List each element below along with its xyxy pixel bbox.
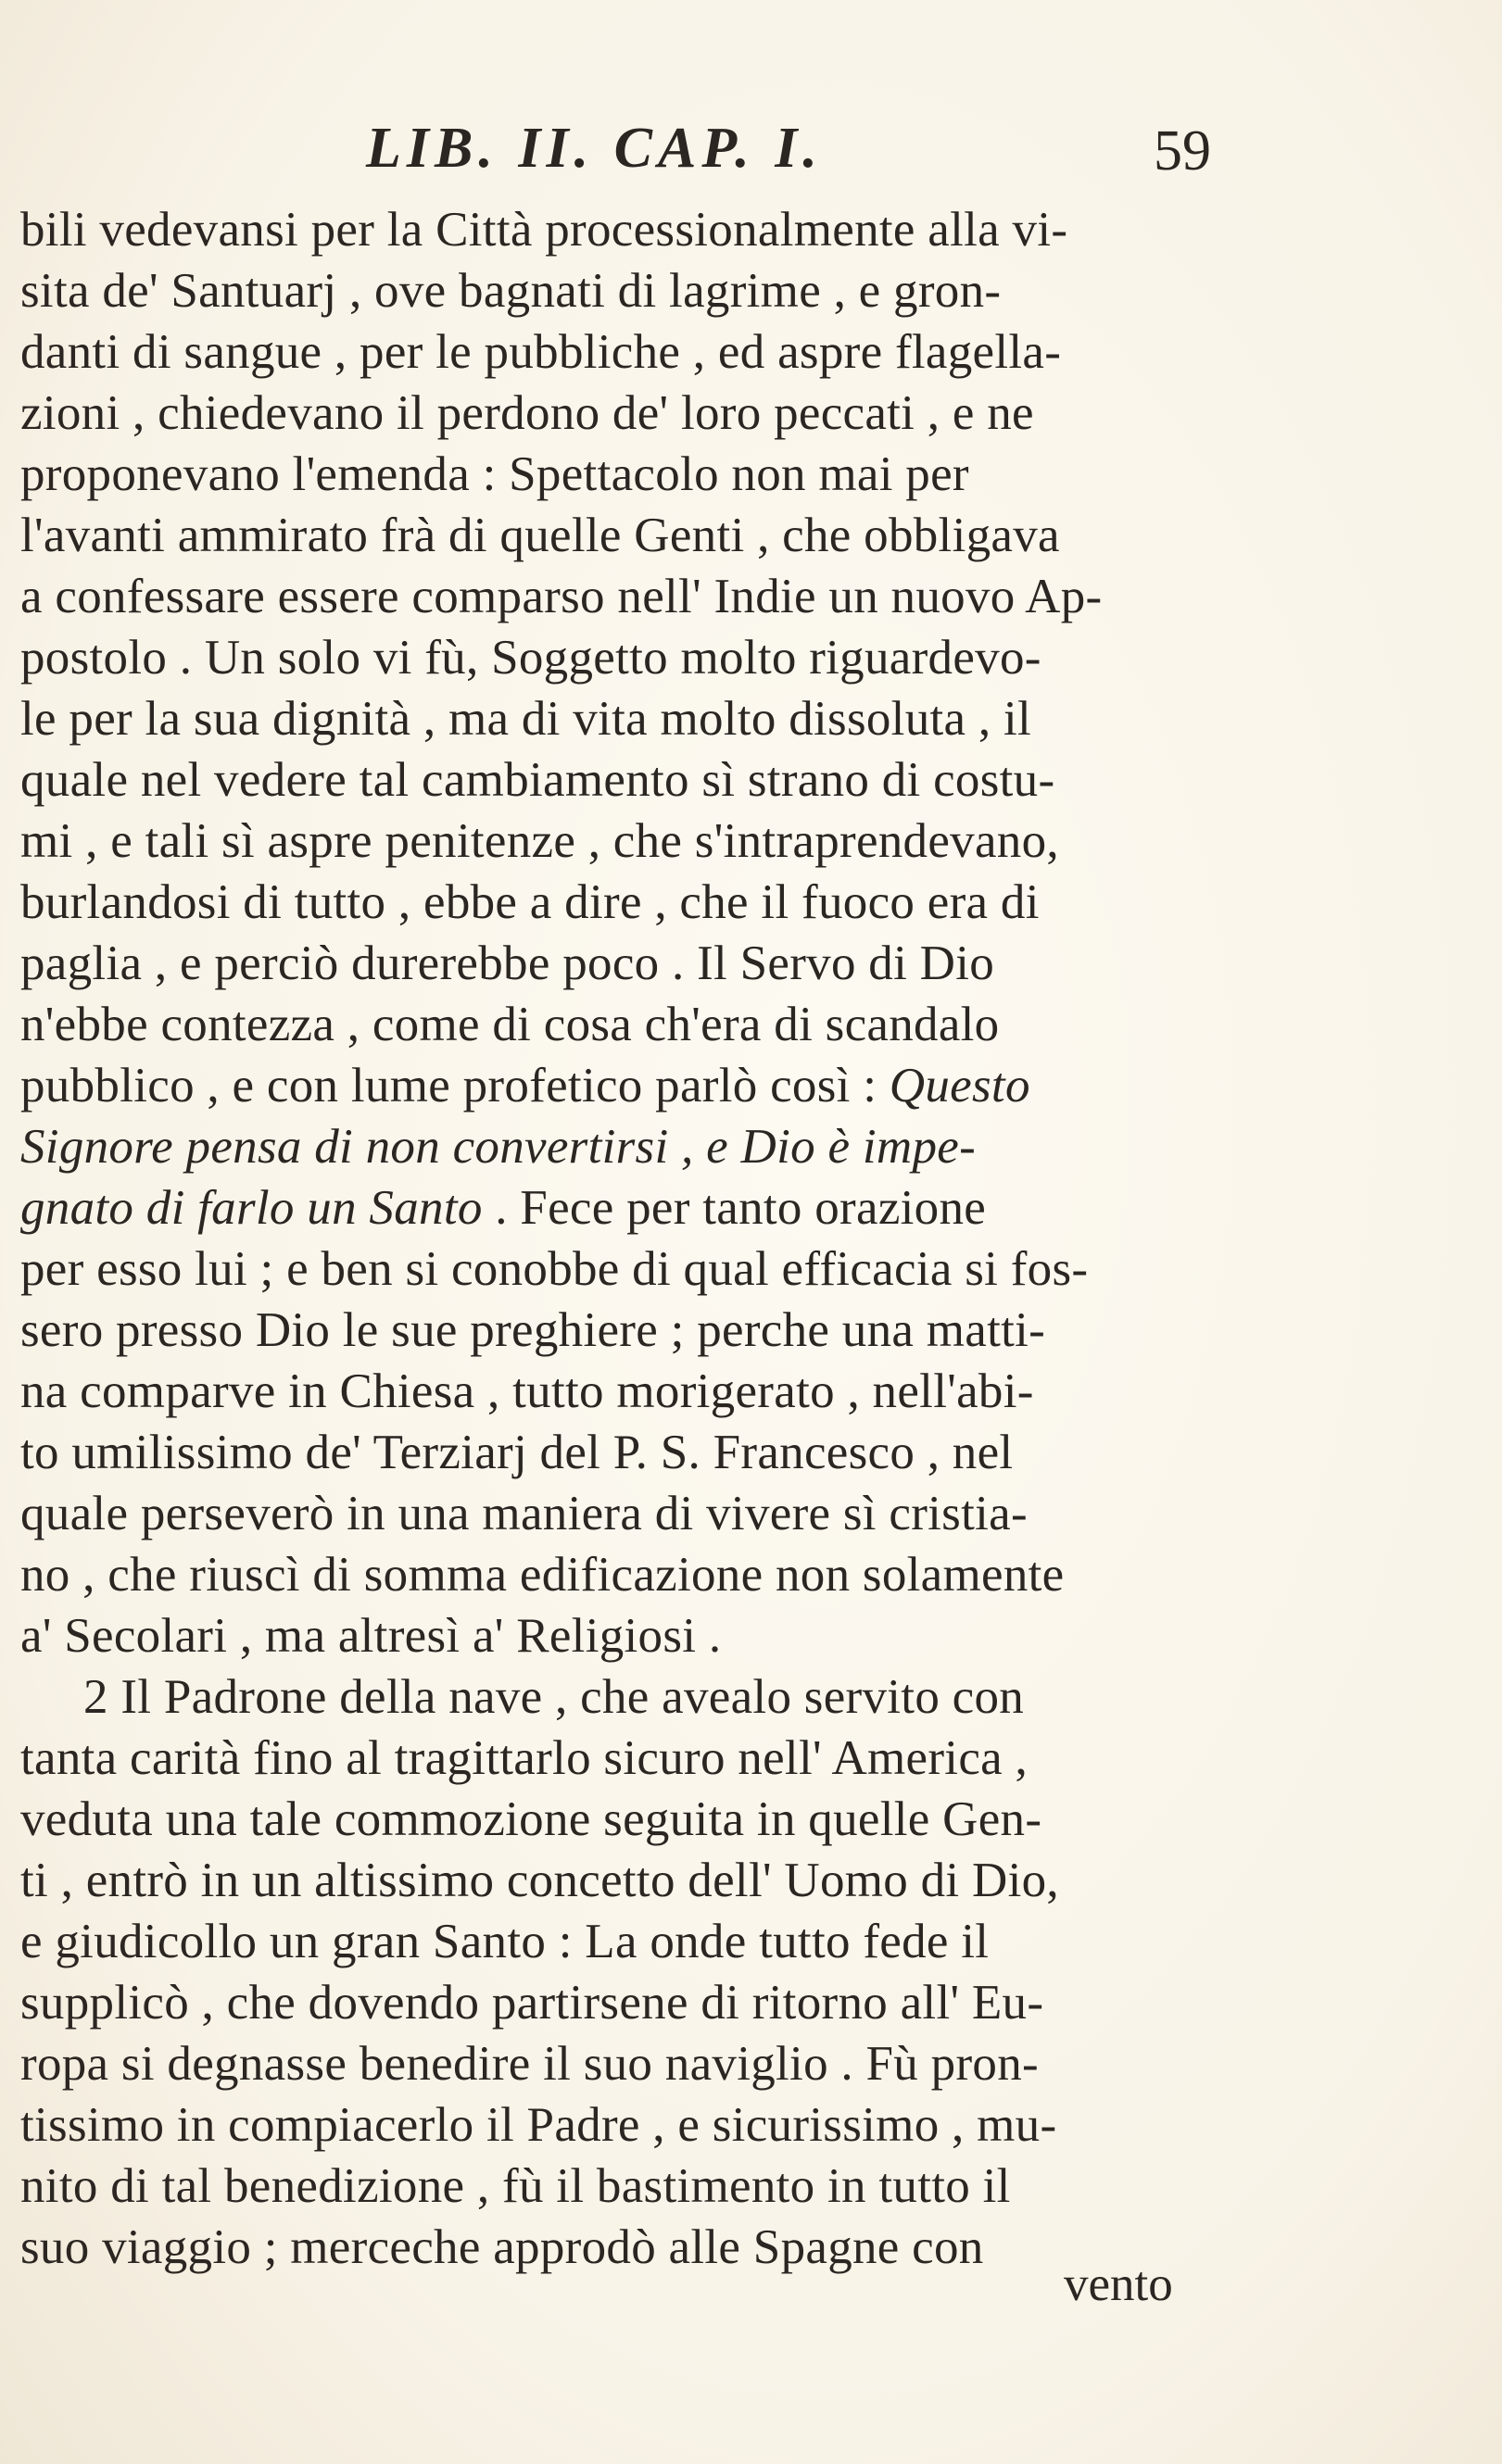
roman-span: zioni , chiedevano il perdono de' loro peccati , e ne — [20, 386, 1034, 440]
text-line — [20, 383, 1262, 444]
roman-span: per esso lui ; e ben si conobbe di qual efficacia si fos- — [20, 1242, 1089, 1296]
text-line — [20, 1972, 1262, 2033]
text-line — [20, 627, 1262, 688]
text-line — [20, 199, 1262, 260]
roman-span: supplicò , che dovendo partirsene di ritorno all' Eu- — [20, 1976, 1044, 2030]
text-line — [20, 749, 1262, 811]
text-line — [20, 1055, 1262, 1116]
text-line — [20, 1850, 1262, 1911]
roman-span: . Fece per tanto orazione — [482, 1181, 987, 1235]
text-line — [20, 2033, 1262, 2094]
text-line — [20, 2094, 1262, 2156]
text-line — [20, 1728, 1262, 1789]
roman-span: to umilissimo de' Terziarj del P. S. Francesco , nel — [20, 1426, 1014, 1479]
roman-span: veduta una tale commozione seguita in quelle Gen- — [20, 1792, 1042, 1846]
text-line — [20, 1789, 1262, 1850]
text-block — [20, 199, 1262, 2278]
roman-span: n'ebbe contezza , come di cosa ch'era di scandalo — [20, 998, 1000, 1051]
text-line — [20, 1300, 1262, 1361]
catchword: vento — [1064, 2257, 1173, 2311]
roman-span: quale perseverò in una maniera di vivere sì cristia- — [20, 1487, 1028, 1540]
text-line — [20, 1177, 1262, 1238]
roman-span: suo viaggio ; merceche approdò alle Spagne con — [20, 2220, 984, 2274]
text-line — [20, 1605, 1262, 1666]
italic-span: Signore pensa di non convertirsi , e Dio è impe- — [20, 1120, 977, 1174]
roman-span: a' Secolari , ma altresì a' Religiosi . — [20, 1609, 722, 1663]
roman-span: le per la sua dignità , ma di vita molto dissoluta , il — [20, 692, 1032, 746]
roman-span: tissimo in compiacerlo il Padre , e sicurissimo , mu- — [20, 2098, 1057, 2152]
text-line — [20, 688, 1262, 749]
roman-span: no , che riuscì di somma edificazione non solamente — [20, 1548, 1065, 1602]
text-line — [20, 505, 1262, 566]
text-line — [20, 1483, 1262, 1544]
roman-span: quale nel vedere tal cambiamento sì strano di costu- — [20, 753, 1055, 807]
text-line — [20, 933, 1262, 994]
roman-span: a confessare essere comparso nell' Indie un nuovo Ap- — [20, 570, 1103, 623]
roman-span: na comparve in Chiesa , tutto morigerato , nell'abi- — [20, 1364, 1034, 1418]
roman-span: paglia , e perciò durerebbe poco . Il Servo di Dio — [20, 937, 995, 990]
roman-span: ti , entrò in un altissimo concetto dell' Uomo di Dio, — [20, 1854, 1059, 1907]
text-line — [20, 872, 1262, 933]
text-line — [20, 1544, 1262, 1605]
page-number: 59 — [1154, 119, 1211, 182]
roman-span: pubblico , e con lume profetico parlò così : — [20, 1059, 890, 1113]
roman-span: tanta carità fino al tragittarlo sicuro nell' America , — [20, 1731, 1029, 1785]
roman-span: sita de' Santuarj , ove bagnati di lagrime , e gron- — [20, 264, 1002, 318]
roman-span: burlandosi di tutto , ebbe a dire , che il fuoco era di — [20, 875, 1040, 929]
text-line — [20, 444, 1262, 505]
text-line — [20, 566, 1262, 627]
italic-span: Questo — [889, 1059, 1030, 1113]
roman-span: e giudicollo un gran Santo : La onde tutto fede il — [20, 1915, 990, 1968]
text-line — [20, 1116, 1262, 1177]
italic-span: gnato di farlo un Santo — [20, 1181, 483, 1235]
roman-span: 2 Il Padrone della nave , che avealo servito con — [83, 1670, 1025, 1724]
text-line — [20, 260, 1262, 321]
roman-span: proponevano l'emenda : Spettacolo non mai per — [20, 447, 969, 501]
text-line — [20, 811, 1262, 872]
roman-span: ropa si degnasse benedire il suo naviglio . Fù pron- — [20, 2037, 1039, 2091]
text-line — [20, 1238, 1262, 1300]
roman-span: nito di tal benedizione , fù il bastimento in tutto il — [20, 2159, 1011, 2213]
roman-span: bili vedevansi per la Città processionalmente alla vi- — [20, 203, 1068, 257]
roman-span: l'avanti ammirato frà di quelle Genti , che obbligava — [20, 509, 1060, 562]
text-line — [20, 1361, 1262, 1422]
roman-span: danti di sangue , per le pubbliche , ed aspre flagella- — [20, 325, 1062, 379]
roman-span: sero presso Dio le sue preghiere ; perche una matti- — [20, 1303, 1046, 1357]
running-head: LIB. II. CAP. I. — [366, 117, 823, 180]
roman-span: mi , e tali sì aspre penitenze , che s'intraprendevano, — [20, 814, 1059, 868]
roman-span: postolo . Un solo vi fù, Soggetto molto riguardevo- — [20, 631, 1041, 685]
text-line — [20, 994, 1262, 1055]
text-line — [20, 1911, 1262, 1972]
text-line — [20, 1666, 1262, 1728]
text-line — [20, 2156, 1262, 2217]
text-line — [20, 1422, 1262, 1483]
text-line — [20, 321, 1262, 383]
